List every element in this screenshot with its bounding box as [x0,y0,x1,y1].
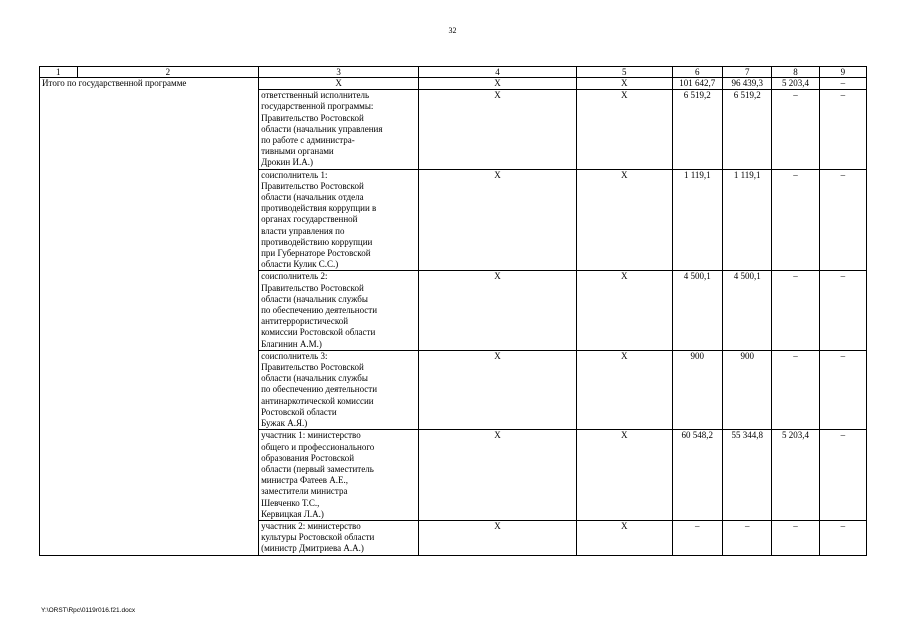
executor-col6: 4 500,1 [672,271,722,350]
executor-col5: X [576,520,672,555]
executor-col9: – [819,90,866,169]
executor-col8: – [772,169,819,271]
program-total-label: Итого по государственной программе [40,78,259,90]
executor-col7: 900 [723,350,772,429]
executor-line: Правительство Ростовской [261,112,364,123]
executor-row [40,520,867,555]
total-col5: X [576,78,672,90]
executor-col8: – [772,520,819,555]
executor-row [40,90,867,169]
file-path-footer: Y:\ORST\Rpc\0119r016.f21.docx [41,607,136,614]
executor-description [259,430,419,521]
column-number: 9 [819,67,866,78]
executor-line: государственной программы: [261,101,374,112]
program-total-span [40,90,259,169]
executor-line: при Губернаторе Ростовской [261,248,371,259]
executor-col8: – [772,350,819,429]
executor-col7: 55 344,8 [723,430,772,521]
executor-line: по работе с администра- [261,135,355,146]
total-col3: X [259,78,419,90]
executor-col7: 1 119,1 [723,169,772,271]
executor-line: области (начальник отдела [261,192,364,203]
executor-col8: – [772,90,819,169]
executor-line: министра Фатеев А.Е., [261,475,349,486]
executor-line: Правительство Ростовской [261,362,364,373]
executor-col4: X [419,169,577,271]
executor-line: Правительство Ростовской [261,282,364,293]
executor-col5: X [576,271,672,350]
executor-line: общего и профессионального [261,441,375,452]
column-number: 7 [723,67,772,78]
executor-col6: 900 [672,350,722,429]
program-total-span [40,271,259,350]
executor-description [259,271,419,350]
executor-line: Бужак А.Я.) [261,418,308,429]
executor-col6: 6 519,2 [672,90,722,169]
executor-line: Правительство Ростовской [261,180,364,191]
executor-col9: – [819,169,866,271]
executor-col9: – [819,430,866,521]
executor-col7: 6 519,2 [723,90,772,169]
executor-line: Шевченко Т.С., [261,497,320,508]
executor-col4: X [419,271,577,350]
executor-line: комиссии Ростовской области [261,327,376,338]
total-col8: 5 203,4 [772,78,819,90]
executor-line: соисполнитель 3: [261,350,328,361]
executor-col5: X [576,90,672,169]
executor-line: органах государственной [261,214,358,225]
program-total-span [40,350,259,429]
total-col7: 96 439,3 [723,78,772,90]
executor-line: Ростовской области [261,406,337,417]
executor-line: по обеспечению деятельности [261,384,378,395]
executor-line: тивными органами [261,146,334,157]
executor-col9: – [819,520,866,555]
executor-col8: – [772,271,819,350]
total-col9: – [819,78,866,90]
total-col4: X [419,78,577,90]
executor-col5: X [576,430,672,521]
executor-col4: X [419,90,577,169]
program-total-span [40,520,259,555]
program-total-span [40,169,259,271]
executor-col4: X [419,350,577,429]
executor-col5: X [576,169,672,271]
executor-row [40,271,867,350]
executor-line: по обеспечению деятельности [261,305,378,316]
executor-col7: – [723,520,772,555]
executor-line: ответственный исполнитель [261,90,370,101]
executor-line: области (начальник управления [261,123,383,134]
executor-line: культуры Ростовской области [261,532,375,543]
executor-line: заместители министра [261,486,348,497]
executor-row [40,169,867,271]
executor-col7: 4 500,1 [723,271,772,350]
page-number: 32 [448,26,457,35]
program-budget-table [39,66,867,556]
executor-col5: X [576,350,672,429]
executor-col6: – [672,520,722,555]
column-number: 3 [259,67,419,78]
executor-line: Дрокин И.А.) [261,157,313,168]
executor-description [259,90,419,169]
total-col6: 101 642,7 [672,78,722,90]
executor-col4: X [419,520,577,555]
executor-col6: 60 548,2 [672,430,722,521]
executor-description [259,350,419,429]
executor-line: области Кулик С.С.) [261,259,339,270]
executor-line: области (первый заместитель [261,463,374,474]
executor-col9: – [819,350,866,429]
executor-col6: 1 119,1 [672,169,722,271]
column-number: 8 [772,67,819,78]
column-number: 6 [672,67,722,78]
executor-line: соисполнитель 2: [261,271,328,282]
executor-line: противодействию коррупции [261,236,373,247]
executor-col9: – [819,271,866,350]
executor-line: участник 2: министерство [261,520,361,531]
executor-line: образования Ростовской [261,452,355,463]
executor-line: Благинин А.М.) [261,338,322,349]
executor-line: власти управления по [261,225,345,236]
column-number: 5 [576,67,672,78]
executor-rows [40,90,867,555]
executor-col8: 5 203,4 [772,430,819,521]
column-number: 1 [40,67,78,78]
executor-col4: X [419,430,577,521]
executor-line: (министр Дмитриева А.А.) [261,543,364,554]
total-row [40,78,867,90]
executor-line: антитеррористической [261,316,349,327]
column-number: 2 [77,67,259,78]
program-total-span [40,430,259,521]
executor-line: соисполнитель 1: [261,169,328,180]
column-number-row [40,67,867,78]
executor-row [40,350,867,429]
executor-line: антинаркотической комиссии [261,395,374,406]
executor-line: противодействия коррупции в [261,203,377,214]
executor-line: области (начальник службы [261,293,368,304]
executor-line: области (начальник службы [261,373,368,384]
executor-line: Кервицкая Л.А.) [261,508,324,519]
executor-description [259,520,419,555]
column-number: 4 [419,67,577,78]
executor-line: участник 1: министерство [261,430,361,441]
executor-description [259,169,419,271]
executor-row [40,430,867,521]
